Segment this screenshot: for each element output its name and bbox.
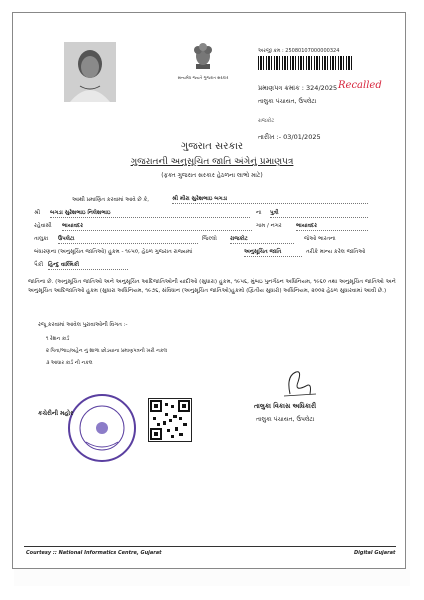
certificate-title: ગુજરાતની અનુસૂચિત જાતિ અંગેનું પ્રમાણપત્ર (130, 157, 294, 167)
issuing-office: તાલુકા પંચાયત, ઉપલેટા (258, 98, 317, 105)
certify-prefix: આથી પ્રમાણિત કરવામાં આવે છે કે, (72, 197, 150, 203)
documents-heading: રજૂ કરવામાં આવેલ પુરાવાઓની વિગત :- (38, 322, 128, 328)
father-name: બગડા સુરેશભાઇ નિલેશભાઇ (50, 210, 250, 218)
office-seal (66, 392, 138, 464)
applicant-photo (64, 42, 116, 102)
handwritten-note: Recalled (338, 80, 382, 91)
district: રાજકોટ (230, 236, 294, 244)
officer-signature (276, 368, 324, 398)
office-stamp-label: કચેરીની મહોર (38, 410, 74, 417)
legal-paragraph: જાતિના છે. (અનુસૂચિત જાતિઓ અને અનુસૂચિત આદિજાતિઓની યાદીઓ (સુધારા) હુકમ, ૧૯૫૬, મુંબઇ પુનર્ગઠન અધિનિયમ, ૧૯૬૦ તથા અનુસૂચિત જાતિઓ અને અનુસૂચિત આદિજાતિઓ હુકમ (સુધારા અધિનિયમ, ૧૯૭૬, સંવિધાન (અનુસૂચિત જાતિઓ)હુકમો (દ્વિતીય સુધારો) અધિનિયમ, ૨૦૦૨ હેઠળ સુધારવામાં આવી છે.) (28, 279, 396, 294)
qr-code (148, 398, 192, 442)
line4-mid: જિલ્લો (202, 236, 217, 242)
officer-title: તાલુકા વિકાસ અધિકારી (254, 402, 317, 410)
footer-brand: Digital Gujarat (354, 550, 396, 556)
place-label: રાજકોટ (258, 118, 275, 124)
town: ભાયાવદર (296, 223, 368, 231)
footer-courtesy: Courtesy :: National Informatics Centre, Gujarat (26, 550, 162, 556)
document-item: ૨ પિતા/ભાઇ/બહેન નું શાળા છોડયાના પ્રમાણપત્રની ખરી નકલ (46, 348, 168, 354)
certificate-number: પ્રમાણપત્ર ક્રમાંક : 324/2025 (258, 84, 338, 92)
government-heading: ગુજરાત સરકાર (180, 141, 244, 152)
line5-text: બંધારણના (અનુસૂચિત જાતિઓ) હુકમ - ૧૯૫૦, હેઠળ ગુજરાત રાજ્યમાં (34, 249, 193, 255)
certificate-subtitle: (ફક્ત ગુજરાત સરકાર હેઠળના લાભો માટે) (161, 172, 263, 179)
barcode (258, 56, 353, 70)
caste: હિન્દુ વાલ્મિકી (48, 262, 128, 270)
line2-prefix: શ્રી (34, 210, 41, 216)
line2-mid: ના (256, 210, 262, 216)
line6-prefix: પૈકી (34, 262, 44, 268)
line4-end: જેઓ ભારતના (304, 236, 336, 242)
applicant-name: શ્રી મીરા સુરેશભાઇ બગડા (172, 196, 368, 204)
category: અનુસૂચિત જાતિ (244, 249, 302, 257)
emblem-caption: સત્યમેવ જયતે ગુજરાત સરકાર (177, 75, 229, 80)
taluka: ઉપલેટા (58, 236, 198, 244)
line3-prefix: રહેવાસી (34, 223, 52, 229)
document-item: ૧ રેશન કાર્ડ (46, 336, 70, 342)
line5-end: તરીકે માન્ય કરેલ જાતિઓ (306, 249, 366, 255)
village: ભાયાવદર (62, 223, 252, 231)
issue-date: તારીખ :- 03/01/2025 (258, 133, 321, 141)
footer-divider (24, 546, 396, 547)
state-emblem-icon (186, 38, 220, 72)
relation: પુત્રી (270, 210, 368, 218)
document-item: ૩ આધાર કાર્ડ ની નકલ (46, 360, 93, 366)
barcode-block (258, 48, 353, 70)
officer-office: તાલુકા પંચાયત, ઉપલેટા (256, 416, 315, 423)
application-number: અરજી ક્રમ : 25080107000000324 (258, 48, 340, 54)
line4-prefix: તાલુકા (34, 236, 49, 242)
line3-mid: ગામ / નગર (256, 223, 282, 229)
